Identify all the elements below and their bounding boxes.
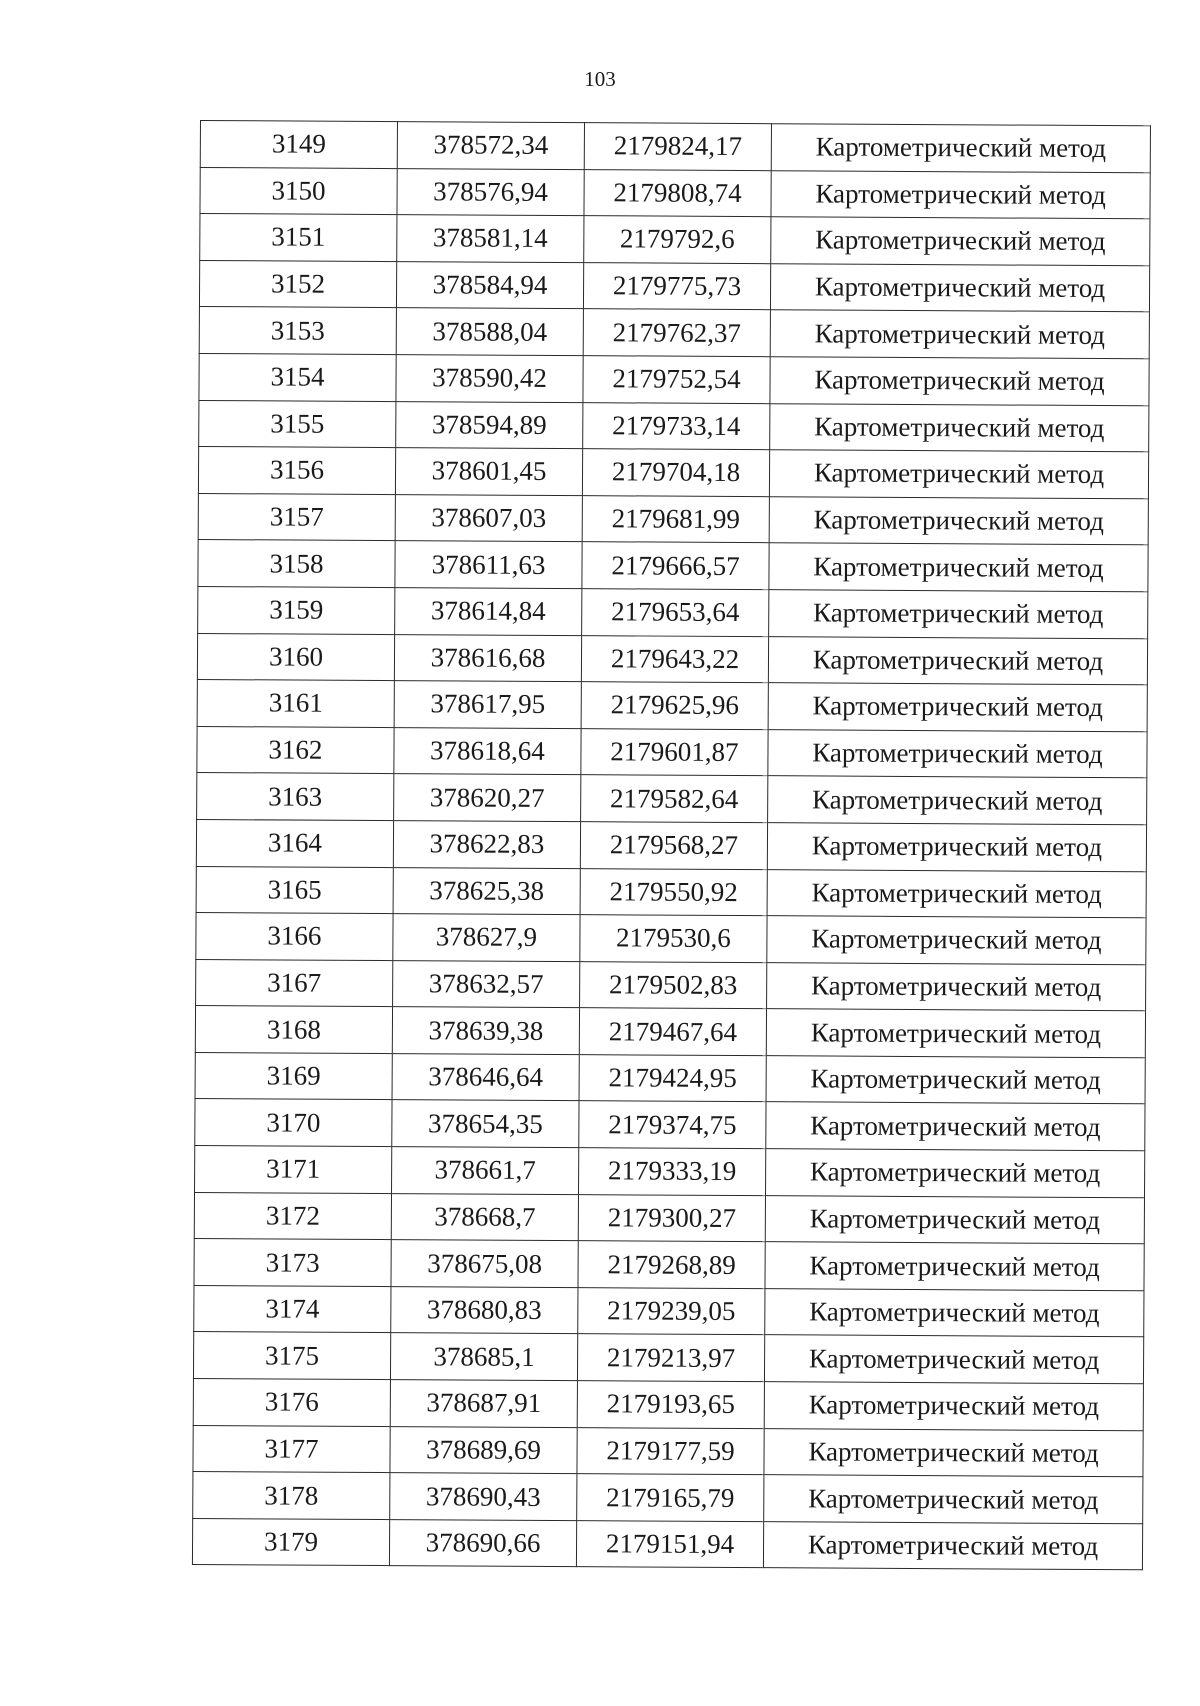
method-cell: Картометрический метод xyxy=(766,1149,1145,1198)
point-number-cell: 3161 xyxy=(197,680,394,728)
method-cell: Картометрический метод xyxy=(765,1289,1144,1338)
point-number-cell: 3159 xyxy=(198,586,395,634)
method-cell: Картометрический метод xyxy=(769,543,1148,592)
point-number-cell: 3165 xyxy=(196,866,393,914)
method-cell: Картометрический метод xyxy=(769,496,1148,545)
point-number-cell: 3155 xyxy=(199,400,396,448)
x-coordinate-cell: 378680,83 xyxy=(391,1286,578,1334)
page-number: 103 xyxy=(584,67,616,91)
y-coordinate-cell: 2179653,64 xyxy=(582,589,769,637)
x-coordinate-cell: 378617,95 xyxy=(394,681,581,729)
x-coordinate-cell: 378611,63 xyxy=(395,541,582,589)
method-cell: Картометрический метод xyxy=(764,1335,1143,1384)
table-row xyxy=(199,353,1149,405)
point-number-cell: 3162 xyxy=(197,726,394,774)
y-coordinate-cell: 2179550,92 xyxy=(580,868,767,916)
x-coordinate-cell: 378620,27 xyxy=(394,774,581,822)
y-coordinate-cell: 2179752,54 xyxy=(583,356,770,404)
method-cell: Картометрический метод xyxy=(768,636,1147,685)
table-row xyxy=(198,586,1148,638)
method-cell: Картометрический метод xyxy=(770,310,1149,359)
table-row xyxy=(196,819,1146,871)
x-coordinate-cell: 378627,9 xyxy=(393,914,580,962)
x-coordinate-cell: 378639,38 xyxy=(392,1007,579,1055)
table-row xyxy=(196,959,1146,1011)
table-row xyxy=(195,1146,1145,1198)
point-number-cell: 3168 xyxy=(195,1006,392,1054)
method-cell: Картометрический метод xyxy=(766,1102,1145,1151)
method-cell: Картометрический метод xyxy=(766,1009,1145,1058)
y-coordinate-cell: 2179733,14 xyxy=(583,402,770,450)
table-row xyxy=(198,540,1148,592)
y-coordinate-cell: 2179165,79 xyxy=(577,1474,764,1522)
y-coordinate-cell: 2179268,89 xyxy=(578,1241,765,1289)
x-coordinate-cell: 378646,64 xyxy=(392,1053,579,1101)
x-coordinate-cell: 378687,91 xyxy=(390,1380,577,1428)
method-cell: Картометрический метод xyxy=(767,916,1146,965)
method-cell: Картометрический метод xyxy=(771,170,1150,219)
table-row xyxy=(196,913,1146,965)
table-row xyxy=(194,1285,1144,1337)
method-cell: Картометрический метод xyxy=(765,1242,1144,1291)
x-coordinate-cell: 378661,7 xyxy=(392,1147,579,1195)
x-coordinate-cell: 378690,66 xyxy=(389,1519,576,1567)
method-cell: Картометрический метод xyxy=(764,1428,1143,1477)
table-row xyxy=(197,633,1147,685)
y-coordinate-cell: 2179792,6 xyxy=(584,216,771,264)
table-row xyxy=(197,773,1147,825)
x-coordinate-cell: 378576,94 xyxy=(397,168,584,216)
method-cell: Картометрический метод xyxy=(771,124,1150,173)
method-cell: Картометрический метод xyxy=(767,823,1146,872)
table-row xyxy=(196,866,1146,918)
point-number-cell: 3167 xyxy=(196,959,393,1007)
point-number-cell: 3149 xyxy=(200,121,397,169)
point-number-cell: 3166 xyxy=(196,913,393,961)
point-number-cell: 3152 xyxy=(199,260,396,308)
x-coordinate-cell: 378614,84 xyxy=(395,588,582,636)
point-number-cell: 3171 xyxy=(195,1146,392,1194)
table-row xyxy=(194,1192,1144,1244)
point-number-cell: 3163 xyxy=(197,773,394,821)
point-number-cell: 3151 xyxy=(200,214,397,262)
point-number-cell: 3174 xyxy=(194,1285,391,1333)
table-row xyxy=(197,680,1147,732)
point-number-cell: 3169 xyxy=(195,1052,392,1100)
y-coordinate-cell: 2179151,94 xyxy=(576,1520,763,1568)
table-row xyxy=(197,726,1147,778)
method-cell: Картометрический метод xyxy=(770,263,1149,312)
y-coordinate-cell: 2179213,97 xyxy=(577,1334,764,1382)
method-cell: Картометрический метод xyxy=(765,1195,1144,1244)
table-row xyxy=(193,1379,1143,1431)
method-cell: Картометрический метод xyxy=(767,869,1146,918)
x-coordinate-cell: 378689,69 xyxy=(390,1426,577,1474)
table-row xyxy=(195,1006,1145,1058)
method-cell: Картометрический метод xyxy=(764,1475,1143,1524)
coordinates-table-body xyxy=(192,121,1150,1571)
table-row xyxy=(193,1332,1143,1384)
y-coordinate-cell: 2179775,73 xyxy=(583,262,770,310)
y-coordinate-cell: 2179193,65 xyxy=(577,1381,764,1429)
method-cell: Картометрический метод xyxy=(771,217,1150,266)
y-coordinate-cell: 2179625,96 xyxy=(581,682,768,730)
point-number-cell: 3177 xyxy=(193,1425,390,1473)
table-row xyxy=(200,121,1150,173)
y-coordinate-cell: 2179239,05 xyxy=(578,1287,765,1335)
table-row xyxy=(199,260,1149,312)
x-coordinate-cell: 378607,03 xyxy=(395,494,582,542)
x-coordinate-cell: 378616,68 xyxy=(394,634,581,682)
method-cell: Картометрический метод xyxy=(767,962,1146,1011)
x-coordinate-cell: 378654,35 xyxy=(392,1100,579,1148)
x-coordinate-cell: 378668,7 xyxy=(391,1193,578,1241)
table-row xyxy=(192,1518,1142,1570)
x-coordinate-cell: 378572,34 xyxy=(397,122,584,170)
table-row xyxy=(200,167,1150,219)
y-coordinate-cell: 2179762,37 xyxy=(583,309,770,357)
table-row xyxy=(198,493,1148,545)
x-coordinate-cell: 378584,94 xyxy=(396,261,583,309)
y-coordinate-cell: 2179502,83 xyxy=(580,961,767,1009)
point-number-cell: 3154 xyxy=(199,353,396,401)
method-cell: Картометрический метод xyxy=(764,1382,1143,1431)
point-number-cell: 3179 xyxy=(192,1518,389,1566)
x-coordinate-cell: 378622,83 xyxy=(393,820,580,868)
table-row xyxy=(198,447,1148,499)
x-coordinate-cell: 378675,08 xyxy=(391,1240,578,1288)
method-cell: Картометрический метод xyxy=(763,1521,1142,1570)
point-number-cell: 3178 xyxy=(193,1472,390,1520)
point-number-cell: 3157 xyxy=(198,493,395,541)
table-row xyxy=(195,1052,1145,1104)
y-coordinate-cell: 2179601,87 xyxy=(581,728,768,776)
method-cell: Картометрический метод xyxy=(769,590,1148,639)
y-coordinate-cell: 2179333,19 xyxy=(579,1148,766,1196)
method-cell: Картометрический метод xyxy=(768,729,1147,778)
y-coordinate-cell: 2179808,74 xyxy=(584,169,771,217)
point-number-cell: 3164 xyxy=(196,819,393,867)
y-coordinate-cell: 2179300,27 xyxy=(578,1194,765,1242)
y-coordinate-cell: 2179582,64 xyxy=(581,775,768,823)
method-cell: Картометрический метод xyxy=(770,403,1149,452)
point-number-cell: 3156 xyxy=(198,447,395,495)
point-number-cell: 3175 xyxy=(193,1332,390,1380)
y-coordinate-cell: 2179177,59 xyxy=(577,1427,764,1475)
x-coordinate-cell: 378581,14 xyxy=(397,215,584,263)
y-coordinate-cell: 2179424,95 xyxy=(579,1055,766,1103)
y-coordinate-cell: 2179681,99 xyxy=(582,495,769,543)
x-coordinate-cell: 378685,1 xyxy=(390,1333,577,1381)
y-coordinate-cell: 2179643,22 xyxy=(581,635,768,683)
table-row xyxy=(194,1239,1144,1291)
y-coordinate-cell: 2179467,64 xyxy=(579,1008,766,1056)
y-coordinate-cell: 2179530,6 xyxy=(580,915,767,963)
method-cell: Картометрический метод xyxy=(768,776,1147,825)
x-coordinate-cell: 378588,04 xyxy=(396,308,583,356)
y-coordinate-cell: 2179374,75 xyxy=(579,1101,766,1149)
method-cell: Картометрический метод xyxy=(769,450,1148,499)
y-coordinate-cell: 2179568,27 xyxy=(580,822,767,870)
point-number-cell: 3176 xyxy=(193,1379,390,1427)
x-coordinate-cell: 378601,45 xyxy=(395,448,582,496)
x-coordinate-cell: 378590,42 xyxy=(396,355,583,403)
x-coordinate-cell: 378690,43 xyxy=(390,1473,577,1521)
y-coordinate-cell: 2179824,17 xyxy=(584,123,771,171)
y-coordinate-cell: 2179666,57 xyxy=(582,542,769,590)
y-coordinate-cell: 2179704,18 xyxy=(582,449,769,497)
point-number-cell: 3173 xyxy=(194,1239,391,1287)
point-number-cell: 3160 xyxy=(197,633,394,681)
table-row xyxy=(195,1099,1145,1151)
table-row xyxy=(193,1425,1143,1477)
table-row xyxy=(200,214,1150,266)
method-cell: Картометрический метод xyxy=(770,357,1149,406)
table-row xyxy=(199,400,1149,452)
point-number-cell: 3150 xyxy=(200,167,397,215)
point-number-cell: 3170 xyxy=(195,1099,392,1147)
coordinates-table xyxy=(192,120,1151,1571)
point-number-cell: 3153 xyxy=(199,307,396,355)
table-row xyxy=(199,307,1149,359)
method-cell: Картометрический метод xyxy=(768,683,1147,732)
x-coordinate-cell: 378632,57 xyxy=(393,960,580,1008)
point-number-cell: 3158 xyxy=(198,540,395,588)
x-coordinate-cell: 378618,64 xyxy=(394,727,581,775)
table-row xyxy=(193,1472,1143,1524)
x-coordinate-cell: 378625,38 xyxy=(393,867,580,915)
point-number-cell: 3172 xyxy=(194,1192,391,1240)
x-coordinate-cell: 378594,89 xyxy=(396,401,583,449)
method-cell: Картометрический метод xyxy=(766,1056,1145,1105)
